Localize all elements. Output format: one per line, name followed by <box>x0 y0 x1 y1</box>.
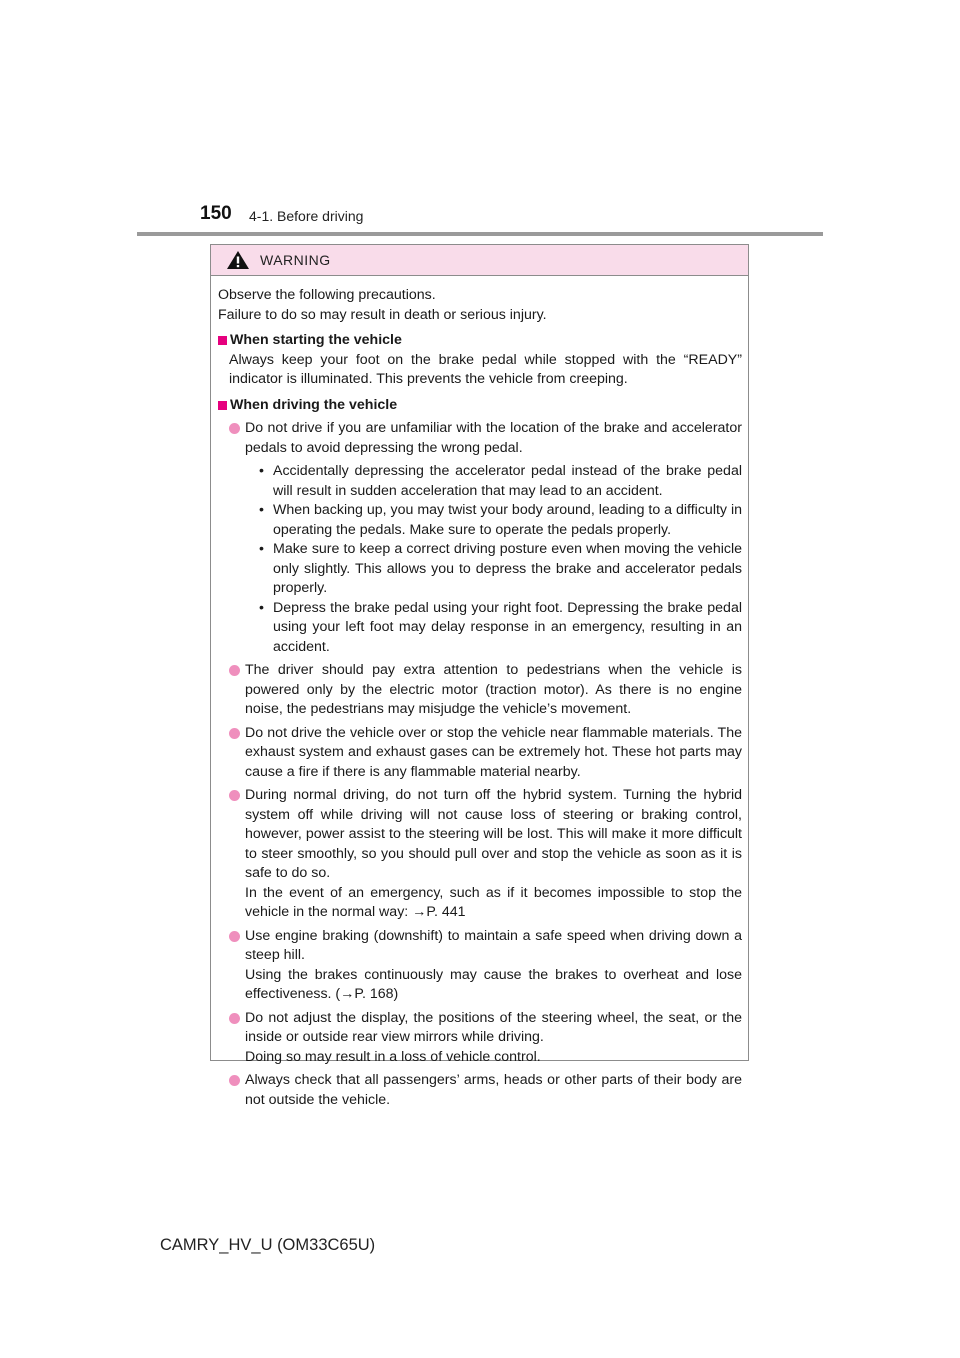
round-bullet-icon <box>229 665 240 676</box>
list-item <box>229 419 742 657</box>
item-text: Do not drive if you are unfamiliar with the location of the brake and accelerator pedals to avoid depressing the wrong pedal. <box>245 420 742 456</box>
warning-box <box>210 244 749 1108</box>
warning-triangle-icon <box>226 250 250 270</box>
square-bullet-icon <box>218 336 227 345</box>
section-heading-text: When starting the vehicle <box>230 332 402 348</box>
section-heading-text: When driving the vehicle <box>230 396 398 413</box>
item-text: Use engine braking (downshift) to maintain a safe speed when driving down a steep hill. <box>245 927 742 963</box>
section-title: 4-1. Before driving <box>249 208 364 224</box>
item-text: Do not drive the vehicle over or stop the vehicle near flammable materials. The exhaust system and exhaust gases can be extremely hot. These hot parts may cause a fire if there is any flammable material nearby. <box>245 724 742 780</box>
warning-header <box>211 245 748 276</box>
round-bullet-icon <box>229 1013 240 1024</box>
item-text: Doing so may result in a loss of vehicle control. <box>245 1048 541 1065</box>
intro-line: Failure to do so may result in death or serious injury. <box>218 306 547 323</box>
list-item <box>229 927 742 1005</box>
round-bullet-icon <box>229 423 240 434</box>
section-heading-driving <box>218 396 742 416</box>
item-text: Using the brakes continuously may cause the brakes to overheat and lose effectiveness. (→P. 168) <box>245 966 742 1002</box>
round-bullet-icon <box>229 931 240 942</box>
intro-line: Observe the following precautions. <box>218 287 436 303</box>
page-number: 150 <box>200 203 232 224</box>
sub-list-item: • When backing up, you may twist your body around, leading to a difficulty in operating the pedals. Make sure to operate the pedals properly. <box>259 501 742 540</box>
list-item <box>229 786 742 923</box>
item-text: The driver should pay extra attention to pedestrians when the vehicle is powered only by the electric motor (traction motor). As there is no engine noise, the pedestrians may misjudge the vehicle’s movement. <box>245 662 742 717</box>
list-item <box>229 724 742 783</box>
round-bullet-icon <box>229 790 240 801</box>
header-rule <box>137 232 823 236</box>
sub-bullet-icon: • <box>259 463 264 479</box>
item-text: Do not adjust the display, the positions of the steering wheel, the seat, or the inside or outside rear view mirrors while driving. <box>245 1009 742 1045</box>
sub-list-item: • Accidentally depressing the accelerator pedal instead of the brake pedal will result in sudden acceleration that may lead to an accident. <box>259 462 742 501</box>
footer-code: CAMRY_HV_U (OM33C65U) <box>160 1236 376 1254</box>
sub-list <box>245 462 742 657</box>
sub-bullet-icon: • <box>259 541 264 557</box>
round-bullet-icon <box>229 1075 240 1086</box>
item-text: In the event of an emergency, such as if it becomes impossible to stop the vehicle in the normal way: →P. 441 <box>245 884 742 920</box>
list-item <box>229 661 742 720</box>
sub-bullet-icon: • <box>259 502 264 518</box>
sub-list-item: • Depress the brake pedal using your right foot. Depressing the brake pedal using your left foot may delay response in an emergency, resulting in an accident. <box>259 599 742 658</box>
item-text: Always check that all passengers’ arms, heads or other parts of their body are not outside the vehicle. <box>245 1072 742 1108</box>
section-text: Always keep your foot on the brake pedal while stopped with the “READY” indicator is illuminated. This prevents the vehicle from creeping. <box>229 351 742 387</box>
warning-body <box>211 276 748 1110</box>
round-bullet-icon <box>229 728 240 739</box>
driving-items <box>218 419 742 1110</box>
list-item <box>229 1071 742 1110</box>
square-bullet-icon <box>218 401 227 410</box>
section-heading-starting <box>218 331 742 351</box>
list-item <box>229 1009 742 1068</box>
sub-bullet-icon: • <box>259 599 264 616</box>
sub-list-item: • Make sure to keep a correct driving posture even when moving the vehicle only slightly. This allows you to depress the brake and accelerator pedals properly. <box>259 540 742 599</box>
warning-label: WARNING <box>260 252 331 268</box>
item-text: During normal driving, do not turn off the hybrid system. Turning the hybrid system off while driving will not cause loss of steering or braking control, however, power assist to the steering will be lost. This will make it more difficult to steer smoothly, so you should pull over and stop the vehicle as soon as it is safe to do so. <box>245 787 742 881</box>
